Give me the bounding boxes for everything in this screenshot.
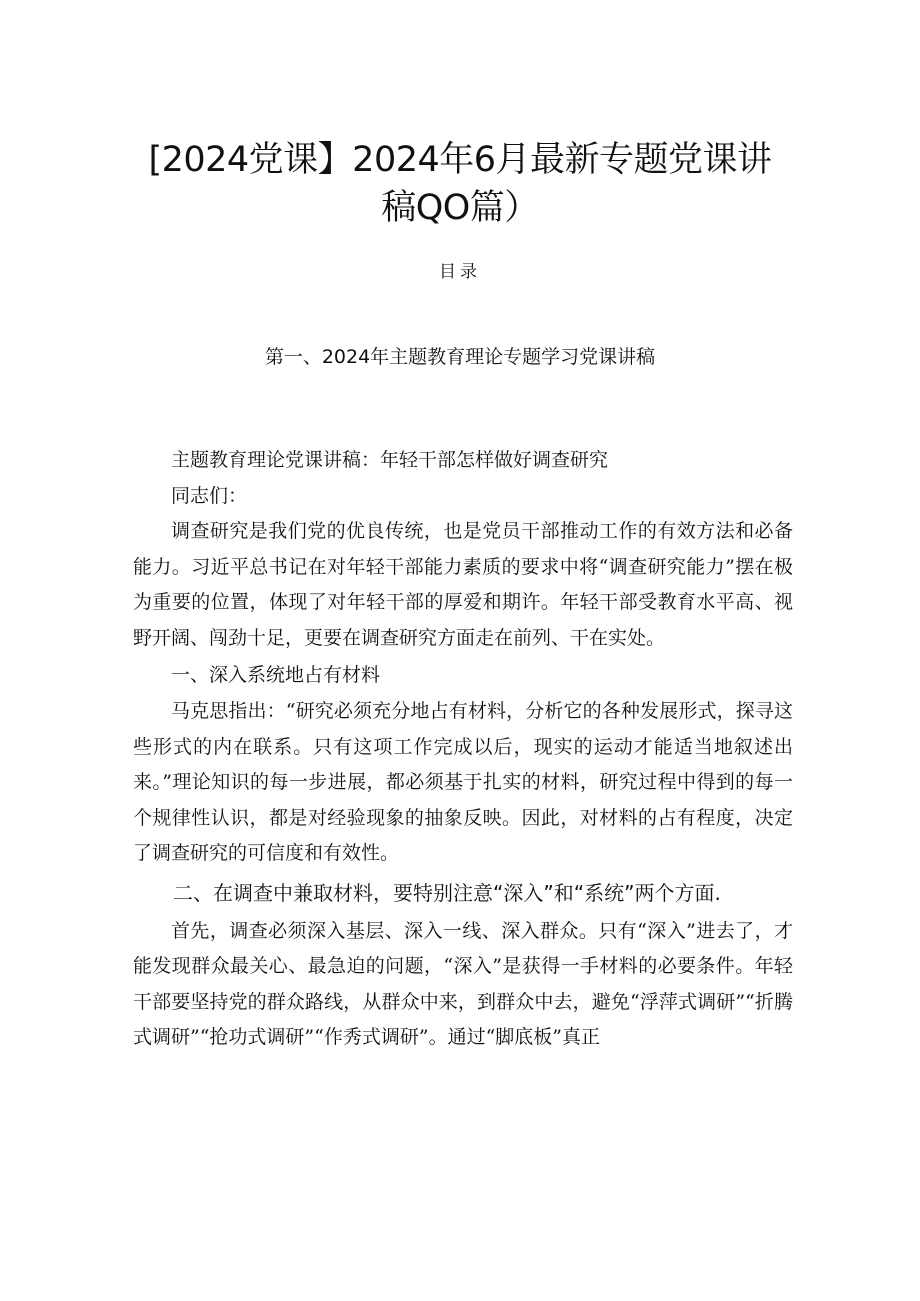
document-title-line-2: 稿QO篇） (381, 188, 539, 228)
paragraph-2: 马克思指出：“研究必须充分地占有材料，分析它的各种发展形式，探寻这些形式的内在联系。只有这项工作完成以后，现实的运动才能适当地叙述出来。”理论知识的每一步进展，都必须基于扎实的材料，研究过程中得到的每一个规律性认识，都是对经验现象的抽象反映。因此，对材料的占有程度，决定了调查研究的可信度和有效性。 (133, 700, 793, 864)
document-body (133, 443, 793, 1056)
toc-entry: 第一、2024年主题教育理论专题学习党课讲稿 (264, 346, 656, 368)
paragraph-1: 调查研究是我们党的优良传统，也是党员干部推动工作的有效方法和必备能力。习近平总书记在对年轻干部能力素质的要求中将“调查研究能力”摆在极为重要的位置，体现了对年轻干部的厚爱和期许。年轻干部受教育水平高、视野开阔、闯劲十足，更要在调查研究方面走在前列、干在实处。 (133, 520, 793, 649)
toc-label: 目录 (439, 262, 481, 282)
document-title (120, 136, 800, 232)
section-heading-2: 二、在调查中兼取材料，要特别注意“深入”和“系统”两个方面. (173, 880, 721, 905)
paragraph-3: 首先，调查必须深入基层、深入一线、深入群众。只有“深入”进去了，才能发现群众最关心、最急迫的问题，“深入”是获得一手材料的必要条件。年轻干部要坚持党的群众路线，从群众中来，到群众中去，避免“浮萍式调研”“折腾式调研”“抢功式调研”“作秀式调研”。通过“脚底板”真正 (133, 919, 793, 1048)
document-title-line-1: [2024党课】2024年6月最新专题党课讲 (148, 140, 772, 180)
salutation: 同志们： (171, 484, 248, 507)
section-heading-1: 一、深入系统地占有材料 (171, 664, 381, 686)
speech-subtitle: 主题教育理论党课讲稿：年轻干部怎样做好调查研究 (171, 449, 609, 471)
